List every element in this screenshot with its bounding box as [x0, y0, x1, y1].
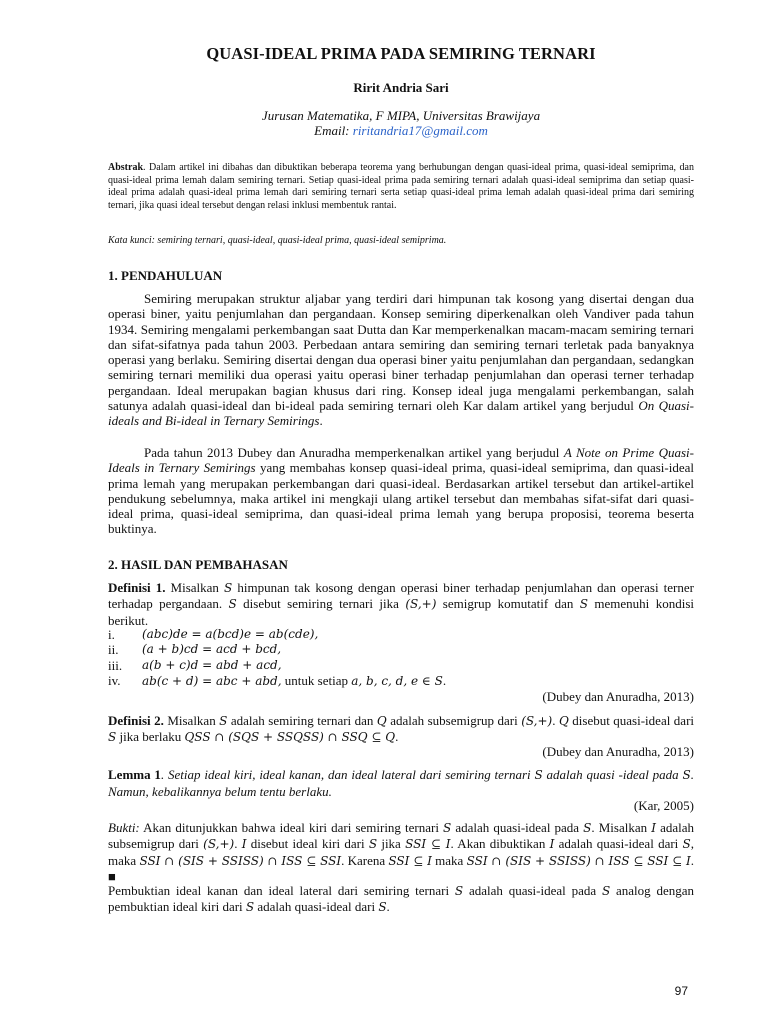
abstract-label: Abstrak [108, 162, 144, 173]
abstract [108, 162, 694, 212]
email-line [108, 123, 694, 138]
condition-item: iv. ab(c + d) = abc + abd, untuk setiap a, b, c, d, e ∈ S. [108, 672, 447, 688]
cited-title-2: A Note on Prime Quasi-Ideals in Ternary Semirings [108, 445, 694, 476]
author-name: Ririt Andria Sari [353, 80, 449, 95]
lemma-1-label: Lemma 1 [108, 767, 161, 782]
definition-1-label: Definisi 1. [108, 580, 166, 595]
condition-item: iii. a(b + c)d = abd + acd, [108, 657, 282, 673]
citation-2: (Dubey dan Anuradha, 2013) [542, 744, 694, 759]
cited-title-1: On Quasi-ideals and Bi-ideal in Ternary Semirings [108, 398, 695, 429]
proof-closing-paragraph: Pembuktian ideal kanan dan ideal lateral dari semiring ternari S adalah quasi-ideal pada S analog dengan pembuktian ideal kiri dari S adalah quasi-ideal dari S. [108, 883, 695, 915]
email-link[interactable]: riritandria17@gmail.com [352, 123, 488, 138]
abstract-text: . Dalam artikel ini dibahas dan dibuktikan beberapa teorema yang berhubungan dengan quasi-ideal prima, quasi-ideal semiprima, dan quasi-ideal prima lemah dalam semiring ternari. Setiap quasi-ideal prima pada semiring ternari adalah quasi-ideal semiprima dan setiap quasi-ideal prima adalah quasi-ideal prima lemah dari semiring ternari serta setiap quasi-ideal prima lemah adalah quasi-ideal prima dari semiring ternari, jika quasi ideal tersebut dengan relasi inklusi membentuk rantai. [108, 162, 694, 211]
definition-2-label: Definisi 2. [108, 713, 164, 728]
condition-item: i. (abc)de = a(bcd)e = ab(cde), [108, 627, 319, 642]
section-heading-pendahuluan: 1. PENDAHULUAN [108, 268, 223, 283]
definition-2: Definisi 2. Misalkan S adalah semiring ternari dan Q adalah subsemigrup dari (S,+). Q disebut quasi-ideal dari S jika berlaku QSS ∩ (SQS + SSQSS) ∩ SSQ ⊆ Q. [108, 713, 695, 745]
proof: Bukti: Akan ditunjukkan bahwa ideal kiri dari semiring ternari S adalah quasi-ideal pada S. Misalkan I adalah subsemigrup dari (S,+). I disebut ideal kiri dari S jika SSI ⊆ I. Akan dibuktikan I adalah quasi-ideal dari S, maka SSI ∩ (SIS + SSISS) ∩ ISS ⊆ SSI. Karena SSI ⊆ I maka SSI ∩ (SIS + SSISS) ∩ ISS ⊆ SSI ⊆ I. ■ [108, 820, 695, 884]
citation-3: (Kar, 2005) [633, 798, 694, 813]
lemma-1: Lemma 1. Setiap ideal kiri, ideal kanan, dan ideal lateral dari semiring ternari S adalah quasi -ideal pada S. Namun, kebalikannya belum tentu berlaku. [108, 767, 694, 799]
intro-paragraph-1: Semiring merupakan struktur aljabar yang terdiri dari himpunan tak kosong yang disertai dengan dua operasi biner, yaitu penjumlahan dan pergandaan. Konsep semiring diperkenalkan oleh Vandiver pada tahun 1934. Semiring mengalami perkembangan saat Dutta dan Kar memperkenalkan macam-macam semiring ternari dan sifat-sifatnya pada tahun 2003. Perbedaan antara semiring dan semiring ternari terletak pada banyaknya operasi yang berlaku. Semiring disertai dengan dua operasi biner yaitu penjumlahan dan pergandaan, sedangkan semiring ternari memiliki dua operasi yaitu operasi biner terhadap penjumlahan dan operasi terner terhadap pergandaan. Ideal merupakan bagian khusus dari ring. Konsep ideal juga mengalami perkembangan, salah satunya adalah quasi-ideal dan bi-ideal pada semiring ternari oleh Kar dalam artikel yang berjudul On Quasi-ideals and Bi-ideal in Ternary Semirings. [108, 291, 695, 429]
condition-item: ii. (a + b)cd = acd + bcd, [108, 642, 282, 658]
citation-1: (Dubey dan Anuradha, 2013) [542, 689, 694, 704]
page-number: 97 [674, 984, 688, 998]
paper-title: QUASI-IDEAL PRIMA PADA SEMIRING TERNARI [206, 44, 596, 63]
definition-1-conditions [108, 627, 694, 689]
section-heading-hasil: 2. HASIL DAN PEMBAHASAN [108, 557, 288, 572]
affiliation-block [108, 108, 694, 138]
definition-1: Definisi 1. Misalkan S himpunan tak kosong dengan operasi biner terhadap penjumlahan dan operasi terner terhadap pergandaan. S disebut semiring ternari jika (S,+) semigrup komutatif dan S memenuhi kondisi berikut. [108, 580, 694, 628]
affiliation: Jurusan Matematika, F MIPA, Universitas Brawijaya [261, 108, 541, 123]
email-label: Email: [314, 123, 350, 138]
intro-paragraph-2: Pada tahun 2013 Dubey dan Anuradha memperkenalkan artikel yang berjudul A Note on Prime Quasi-Ideals in Ternary Semirings yang membahas konsep quasi-ideal prima, quasi-ideal semiprima, dan quasi-ideal prima lemah yang merupakan perkembangan dari quasi-ideal. Berdasarkan artikel tersebut dan artikel-artikel pendukung sebelumnya, maka artikel ini mengkaji ulang artikel tersebut dan membahas sifat-sifat dari quasi-ideal prima, quasi-ideal semiprima, dan quasi-ideal prima lemah yang berupa proposisi, teorema beserta buktinya. [108, 445, 695, 537]
proof-label: Bukti: [108, 820, 140, 835]
keywords: Kata kunci: semiring ternari, quasi-ideal, quasi-ideal prima, quasi-ideal semiprima. [108, 235, 447, 246]
